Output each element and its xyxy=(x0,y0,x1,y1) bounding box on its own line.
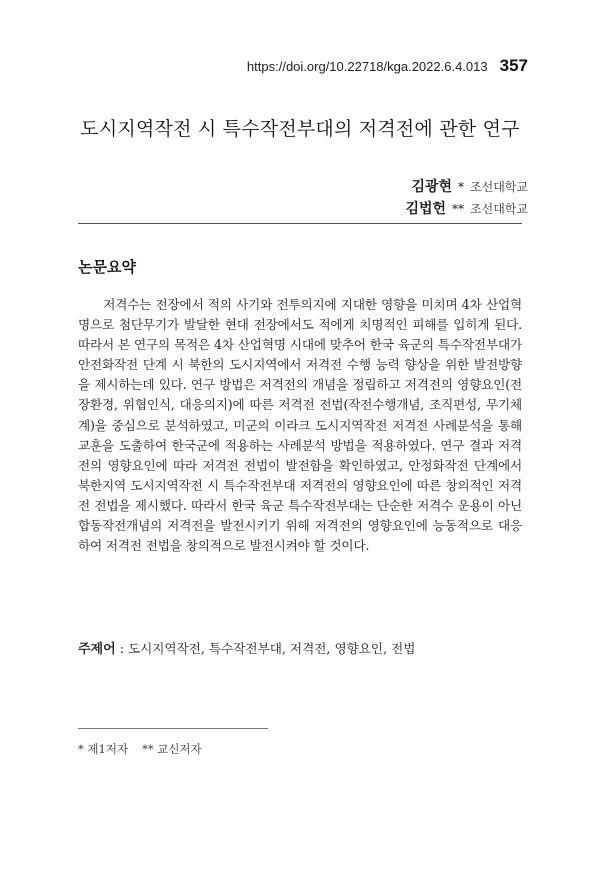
page-number: 357 xyxy=(499,56,528,75)
footnote-divider xyxy=(78,728,268,729)
author-mark: ** xyxy=(452,202,465,216)
footnote-corresponding-author: ** 교신저자 xyxy=(142,742,202,756)
keywords-separator: : xyxy=(115,641,128,656)
author-affiliation: 조선대학교 xyxy=(470,202,528,216)
author-line-1 xyxy=(405,176,528,198)
keywords-text: 도시지역작전, 특수작전부대, 저격전, 영향요인, 전법 xyxy=(127,641,416,656)
header-divider xyxy=(78,223,522,224)
abstract-body: 저격수는 전장에서 적의 사기와 전투의지에 지대한 영향을 미치며 4차 산업혁명으로 첨단무기가 발달한 현대 전장에서도 적에게 치명적인 피해를 입히게 된다. 따라서 본 연구의 목적은 4차 산업혁명 시대에 맞추어 한국 육군의 특수작전부대가 안전화작전 단계 시 북한의 도시지역에서 저격전 수행 능력 향상을 위한 발전방향을 제시하는데 있다. 연구 방법은 저격전의 개념을 정립하고 저격전의 영향요인(전장환경, 위협인식, 대응의지)에 따른 저격전 전법(작전수행개념, 조직편성, 무기체계)을 중심으로 분석하였고, 미군의 이라크 도시지역작전 저격전 사례분석을 통해 교훈을 도출하여 한국군에 적용하는 사례분석 방법을 적용하였다. 연구 결과 저격전의 영향요인에 따라 저격전 전법이 발전함을 확인하였고, 안정화작전 단계에서 북한지역 도시지역작전 시 특수작전부대 저격전의 영향요인에 따른 창의적인 저격전 전법을 제시했다. 따라서 한국 육군 특수작전부대는 단순한 저격수 운용이 아닌 합동작전개념의 저격전을 발전시키기 위해 저격전의 영향요인에 능동적으로 대응하여 저격전 전법을 창의적으로 발전시켜야 할 것이다. xyxy=(78,297,522,554)
doi-link[interactable]: https://doi.org/10.22718/kga.2022.6.4.013 xyxy=(246,59,488,74)
footnotes xyxy=(78,741,202,757)
paper-title: 도시지역작전 시 특수작전부대의 저격전에 관한 연구 xyxy=(80,118,520,140)
author-affiliation: 조선대학교 xyxy=(470,180,528,194)
author-mark: * xyxy=(458,180,465,194)
footnote-first-author: * 제1저자 xyxy=(78,742,129,756)
author-block xyxy=(405,176,528,220)
author-line-2 xyxy=(405,198,528,220)
keywords-line xyxy=(78,638,522,657)
author-name: 김광현 xyxy=(411,179,453,195)
abstract-heading: 논문요약 xyxy=(78,258,136,276)
page-header xyxy=(247,56,528,76)
keywords-label: 주제어 xyxy=(78,642,116,657)
author-name: 김법헌 xyxy=(405,201,447,217)
